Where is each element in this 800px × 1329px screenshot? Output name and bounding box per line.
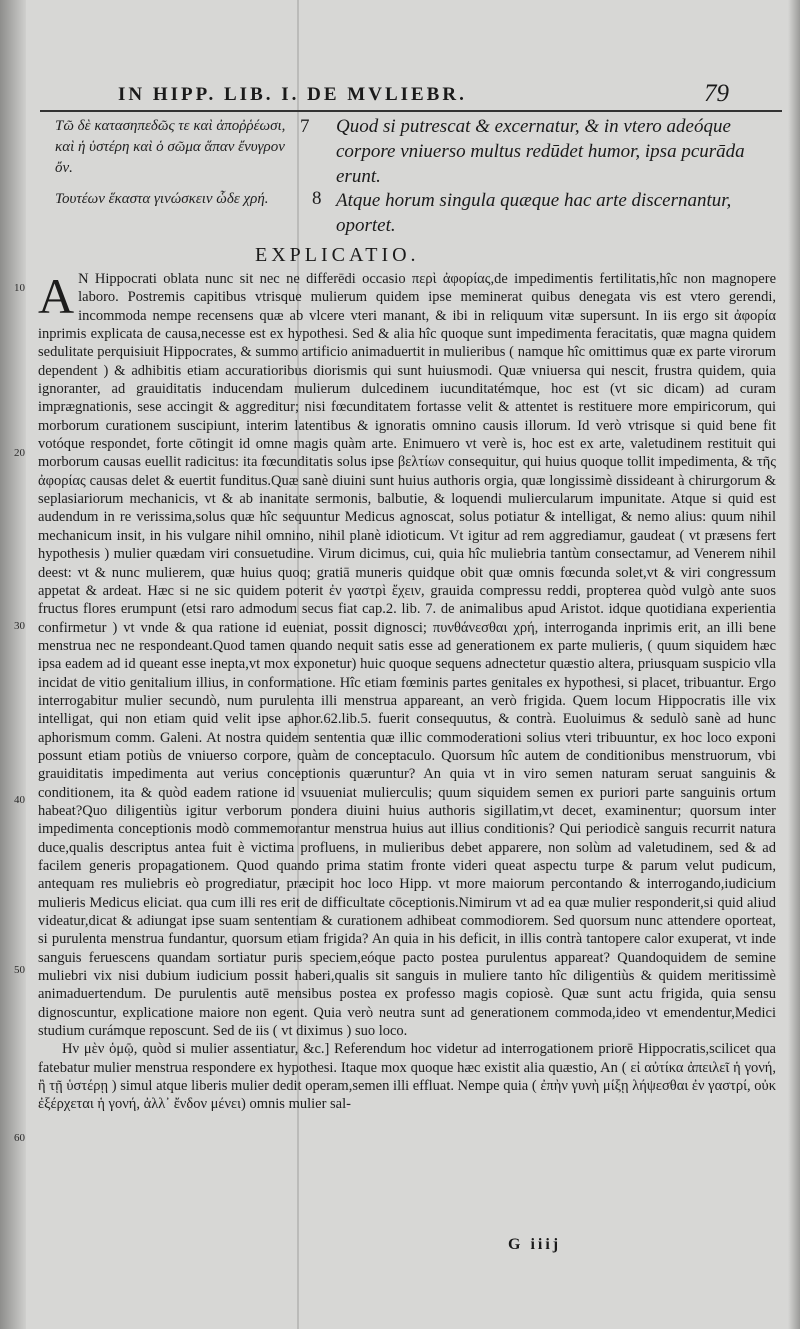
entry-number-8: 8 (312, 188, 322, 209)
commentary-body (38, 270, 776, 1114)
margin-line-number: 60 (14, 1132, 25, 1144)
entry-number-7: 7 (300, 116, 310, 137)
header-rule (40, 110, 782, 112)
signature-mark: G iiij (508, 1236, 562, 1253)
commentary-paragraph (38, 1040, 776, 1113)
greek-text-8: Τουτέων ἕκαστα γινώσκειν ὧδε χρή. (55, 191, 269, 207)
commentary-paragraph (38, 270, 776, 1040)
latin-text-7: Quod si putrescat & excernatur, & in vtero adeóque corpore vniuerso multus redūdet humor, ipsa pcurāda erunt. (336, 116, 745, 187)
paragraph-text: N Hippocrati oblata nunc sit nec ne differēdi occasio περὶ ἀφορίας,de impedimentis fertilitatis,hîc non magnopere laboro. Postremis capitibus vtrisque mulierum quidem ipse meminerat quibus denegata vis est vtero gerendi, incommoda nempe recensens quæ ab vlcere vteri manant, & ibi in reliquum vitæ supersunt. In iis ergo sit ἀφορία inprimis explicata de causa,necesse est ex hypothesi. Sed & alia hîc quoque sunt impedimenta feracitatis, quæ magna quidem sedulitate perquisiuit Hippocrates, & summo artificio animaduertit in mulieribus ( namque hîc omittimus quæ ex parte virorum dependent ) & adhibitis etiam accuratioribus diorismis qui sunt huiusmodi. Quæ vniuersa qui nescit, frustra quidem, quia ignoranter, ad grauiditatis inducendam mulierum dulcedinem iucunditatémque, hoc est (vt sic dicam) ad curam imprægnationis, sese accingit & aggreditur; nisi fœcunditatem fortasse velit & attentet is restituere more empiricorum, qui morborum curationem suscipiunt, interim latentibus & ignoratis omnino causis illorum. Id verò vtrisque si quid bene fit votóque respondet, forte cōtingit id omne magis quàm arte. Enimuero vt verè is, hoc est ex arte, valetudinem restituit qui morborum causas euellit radicitus: ita fœcunditatis solus ipse βελτίων consequitur, qui huius quoque tollit impedimenta, & τῆς ἀφορίας causas delet & euertit funditus.Quæ sanè diuini sunt huius authoris orgia, quæ longissimè dissideant à chirurgorum & seplasiariorum mechanicis, vt & ab inanitate sermonis, balbutie, & loquendi muliercularum impunitate. Atque si quid est audendum in re verissima,solus quæ hîc sequuntur Medicus agnoscat, solus potiatur & intelligat, & nemo alius: quum nihil mechanicum insit, in his vulgare nihil omnino, nihil planè idioticum. Vt igitur ad rem aggrediamur, gaudeat ( vt præsens fert hypothesis ) mulier quædam viri consuetudine. Virum dicimus, cui, quia hîc muliebria tantùm consectamur, ad Venerem nihil deest: vt & nunc mulierem, quæ huius quoq; gratiā muneris quidque obit quæ omnis fœcunda solet,vt & viri congressum appetat & ardeat. Hæc si ne sic quidem poterit ἐν γαστρὶ ἔχειν, grauida compressu reddi, propterea quòd vulgò ante suos fructus flores erumpunt (etsi raro admodum secus fiat cap.2. lib. 7. de animalibus apud Aristot. idque quotidiana experientia confirmetur ) vt vnde & qua ratione id eueniat, possit dignosci; πυνθάνεσθαι χρή, interroganda inprimis erit, an illi bene menstrua nec ne respondeant.Quod tamen quando nequit satis esse ad generationem ex parte mulieris, ( quum siquidem hæc ipsa eadem ad id queant esse inepta,vt mox exponetur) huic quoque sequens adnectetur quæstio altera, priusquam suspicio vlla incidat de vitio genitalium illius, in conformatione. Hîc etiam fœminis partes genitales ex hypothesi, si placet, tribuantur. Ergo interrogabitur mulier secundò, num purulenta illi menstrua appareant, an verò frigida. Quem locum Hippocratis ille vix intelligat, qui non etiam quid velit ipse aphor.62.lib.5. fuerit consequutus, & contrà. Euoluimus & sedulò sanè ad hunc aphorismum comm. Galeni. At nostra quidem sententia quæ illic commoderationi solius vteri tribuuntur, ex hoc loco exponi possunt etiam potiùs de vniuerso corpore, quàm de conceptaculo. Quorsum hîc autem de conditionibus menstruorum, vbi grauiditatis impedimenta aut verius conceptionis quæruntur? An quia vt in viro semen naturam seruat sanguinis & conditionem, ita & quòd eadem ratione id vsuueniat mulierculis; quum siquidem semen ex puriori parte sanguinis ortum habeat?Quo diligentiùs igitur verborum pondera diuini huius authoris sigillatim,vt decet, examinentur; quorsum inter impedimenta conceptionis modò commemorantur menstrua huius aut illius conditionis? Qui periodicè sanguis recurrit natura duce,qualis descriptus antea fuit è victima profluens, in mulieribus debet apparere, non solùm ad valetudinem, sed & ad facilem generis propagationem. Quod quando prima statim fronte videri queat aspectu turpe & parum velut pudicum, antequam res muliebris eò progrediatur, præcipit hoc loco Hipp. vt more maiorum percontando & interrogando,iudicium mulieris Medicus eliciat. qua cum illi res erit de difficultate cōceptionis.Nimirum vt ad ea quæ mulier responderit,si quid aliud videatur,dicat & adiungat ipse suam sententiam & curationem adhibeat commodiorem. Sed quorsum nunc attendere oporteat, si purulenta menstrua fundantur, quorsum etiam frigida? An quia in his deficit, in illis contrà tantopere calor exuperat, vt inde sanguis feruescens quandam sortiatur puris speciem,eóque pacto postea purulentus appareat? Quandoquidem de semine muliebri vix nisi dubium iudicium possit haberi,qualis sit sanguis in muliere tanto hîc diligentiùs & quidem meritissimè animaduertendum. De purulentis autē mensibus postea ex professo magis copiosè. Quæ sunt actu frigida, quia sensu dignoscuntur, explicatione maiore non egent. Quia verò neutra sunt ad generationem commoda,ideo vt emendentur,Medici studium curámque reposcunt. Sed de iis ( vt diximus ) suo loco. (38, 271, 776, 1040)
greek-text-7: Τῶ δὲ κατασηπεδῶς τε καὶ ἀποῤῥέωσι, καὶ ἡ ὑστέρη καὶ ὁ σῶμα ἅπαν ἔνυγρον ὄν. (55, 118, 286, 176)
section-title: EXPLICATIO. (255, 244, 420, 266)
drop-cap: A (38, 268, 75, 324)
margin-line-number: 40 (14, 794, 25, 806)
margin-line-number: 50 (14, 964, 25, 976)
page-edge-shadow (788, 0, 800, 1329)
latin-text-8: Atque horum singula quæque hac arte discernantur, oportet. (336, 190, 732, 236)
paragraph-text: Ην μὲν ὁμῷ, quòd si mulier assentiatur, &c.] Referendum hoc videtur ad interrogationem priorē Hippocratis,scilicet qua fatebatur mulier menstrua respondere ex hypothesi. Itaque mox quoque hæc existit alia quæstio, An ( εἰ αὐτίκα ἀπειλεῖ ἡ γονή, ἢ τῇ ὑστέρῃ ) simul atque liberis mulier dedit operam,semen illi effluat. Nempe quia ( ἐπὴν γυνὴ μίξῃ λήψεσθαι ἐν γαστρί, οὐκ ἐξέρχεται ἡ γονή, ἀλλ᾽ ἔνδον μένει) omnis mulier sal- (38, 1041, 776, 1113)
page-gutter-shadow (0, 0, 26, 1329)
margin-line-number: 30 (14, 620, 25, 632)
margin-line-number: 10 (14, 282, 25, 294)
margin-line-number: 20 (14, 447, 25, 459)
page-number: 79 (704, 80, 729, 107)
running-title: IN HIPP. LIB. I. DE MVLIEBR. (118, 84, 467, 105)
